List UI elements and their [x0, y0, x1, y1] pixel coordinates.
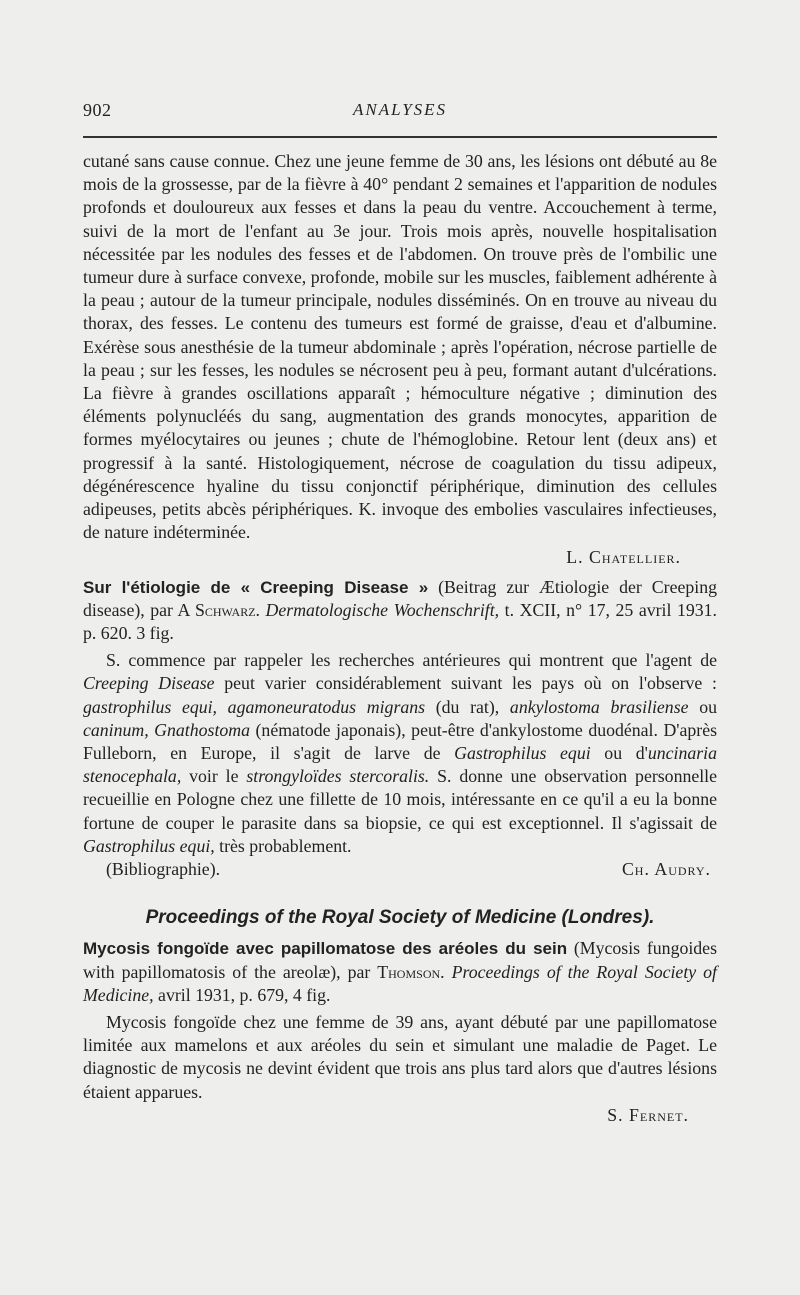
article3-ref-text: (Mycosis fungoides with papillomatosis of the areolæ), par — [83, 938, 717, 982]
article3-title: Mycosis fongoïde avec papillomatose des aréoles du sein — [83, 939, 568, 959]
header-rule — [83, 136, 717, 138]
article2-ref-tail: t. XCII, n° 17, 25 avril 1931. p. 620. 3 fig. — [83, 599, 717, 644]
section-heading: Proceedings of the Royal Society of Medicine (Londres). — [145, 907, 655, 929]
article2-bibliography: (Bibliographie). — [106, 859, 221, 880]
article2-closing-line — [83, 858, 717, 881]
article3-reference — [83, 937, 717, 1007]
article2-italic-7: strongyloïdes stercoralis. — [246, 766, 430, 787]
article2-italic-2: gastrophilus equi, agamoneuratodus migrans — [83, 696, 426, 717]
article2-text-2: peut varier considérablement suivant les pays où on l'observe : — [214, 673, 717, 694]
article2-title: Sur l'étiologie de « Creeping Disease » — [83, 577, 429, 597]
article3-author: Thomson. — [377, 961, 445, 982]
article2-text-9: très probablement. — [214, 835, 352, 856]
article2-text-8: S. donne une observation personnelle recueillie en Pologne chez une fillette de 10 mois, intéressante en ce qu'il a eu la bonne fortune de couper le parasite dans sa biopsie, ce qui est exceptionnel. Il s'agissait de — [83, 766, 718, 833]
article2-text-6: ou d' — [590, 743, 648, 764]
article2-italic-8: Gastrophilus equi, — [83, 835, 215, 856]
running-head: ANALYSES — [352, 100, 448, 119]
article2-italic-1: Creeping Disease — [83, 673, 215, 694]
article2-signature: Ch. Audry. — [621, 859, 711, 880]
article3-journal: Proceedings of the Royal Society of Medicine, — [83, 961, 717, 1005]
page-header — [83, 96, 717, 122]
article2-ref-text: (Beitrag zur Ætiologie der Creeping disease), par A — [83, 576, 717, 620]
article2-text-3: (du rat), — [425, 696, 510, 717]
article2-text-7: voir le — [181, 766, 247, 787]
article2-text-4: ou — [688, 696, 717, 717]
article2-journal: Dermatologische Wochenschrift, — [265, 599, 500, 620]
page-number: 902 — [83, 100, 112, 120]
article2-italic-4: caninum, Gnathostoma — [83, 719, 251, 740]
article3-signature: S. Fernet. — [607, 1104, 689, 1125]
article3-paragraph: Mycosis fongoïde chez une femme de 39 ans, ayant débuté par une papillomatose limitée aux mamelons et aux aréoles du sein et simulant une maladie de Paget. Le diagnostic de mycosis ne devint évident que trois ans plus tard alors que d'autres lésions étaient apparues. — [83, 1011, 717, 1102]
article2-author: Schwarz. — [194, 599, 260, 620]
article2-italic-5: Gastrophilus equi — [454, 743, 591, 764]
article3-ref-tail: avril 1931, p. 679, 4 fig. — [153, 984, 331, 1005]
article2-text-1: S. commence par rappeler les recherches antérieures qui montrent que l'agent de — [106, 650, 717, 671]
article2-paragraph — [83, 649, 717, 858]
article2-text-5: (nématode japonais), peut-être d'ankylostome duodénal. D'après Fulleborn, en Europe, il s'agit de larve de — [83, 719, 717, 764]
article2-italic-6: uncinaria stenocephala, — [83, 743, 717, 787]
article2-reference — [83, 576, 717, 646]
article1-paragraph: cutané sans cause connue. Chez une jeune femme de 30 ans, les lésions ont débuté au 8e mois de la grossesse, par de la fièvre à 40° pendant 2 semaines et l'apparition de nodules profonds et douloureux aux fesses et dans la peau du ventre. Accouchement à terme, suivi de la mort de l'enfant au 3e jour. Trois mois après, nouvelle hospitalisation nécessitée par les nodules des fesses et de l'abdomen. On trouve près de l'ombilic une tumeur dure à surface convexe, profonde, mobile sur les muscles, faiblement adhérente à la peau ; autour de la tumeur principale, nodules disséminés. On en trouve au niveau du thorax, des fesses. Le contenu des tumeurs est formé de graisse, d'eau et d'albumine. Exérèse sous anesthésie de la tumeur abdominale ; après l'opération, nécrose partielle de la peau ; sur les fesses, les nodules se nécrosent peu à peu, formant autant d'ulcérations. La fièvre à grandes oscillations apparaît ; hémoculture négative ; diminution des éléments polynucléés du sang, augmentation des grands monocytes, apparition de formes myélocytaires ou jeunes ; chute de l'hémoglobine. Retour lent (deux ans) et progressif à la santé. Histologiquement, nécrose de coagulation du tissu adipeux, dégénérescence hyaline du tissu conjonctif périphérique, diminution des cellules adipeuses, petits abcès périphériques. K. invoque des embolies vasculaires infectieuses, de nature indéterminée. — [83, 151, 717, 543]
article2-italic-3: ankylostoma brasiliense — [509, 696, 689, 717]
article1-signature: L. Chatellier. — [566, 547, 681, 568]
page-body — [83, 150, 717, 1127]
